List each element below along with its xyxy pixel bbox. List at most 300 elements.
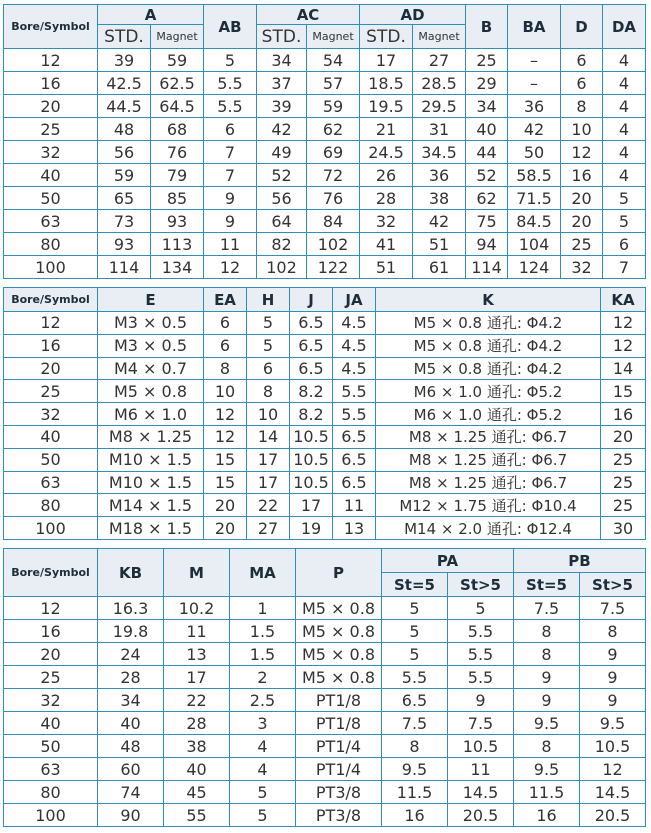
table-cell: 16 (4, 620, 98, 643)
table-cell: 32 (4, 141, 98, 164)
table-cell: PT1/4 (296, 758, 382, 781)
table-cell: 48 (98, 735, 164, 758)
table-cell: 32 (4, 403, 98, 426)
table-cell: 6.5 (333, 448, 376, 471)
header-kb: KB (98, 549, 164, 597)
table-row (4, 118, 646, 141)
table-row (4, 471, 646, 494)
table-cell: 8 (382, 735, 448, 758)
table-cell: – (508, 49, 561, 72)
table-cell: 6 (603, 233, 646, 256)
table-cell: 32 (4, 689, 98, 712)
table-cell: 25 (466, 49, 508, 72)
table-1-body (4, 49, 646, 279)
table-cell: 49 (257, 141, 307, 164)
table-cell: 8 (514, 735, 580, 758)
table-cell: M10 × 1.5 (98, 471, 204, 494)
table-cell: 34 (98, 689, 164, 712)
table-cell: – (508, 72, 561, 95)
table-cell: 10.5 (580, 735, 646, 758)
table-cell: 6.5 (290, 357, 333, 380)
table-cell: 40 (4, 164, 98, 187)
table-cell: 32 (360, 210, 413, 233)
table-cell: 27 (247, 517, 290, 540)
table-cell: 10.5 (448, 735, 514, 758)
table-cell: 76 (151, 141, 204, 164)
table-cell: 14.5 (448, 781, 514, 804)
table-row (4, 448, 646, 471)
table-cell: 16 (4, 334, 98, 357)
table-cell: 4 (603, 49, 646, 72)
table-cell: 79 (151, 164, 204, 187)
table-cell: 40 (4, 425, 98, 448)
table-cell: 16.3 (98, 597, 164, 620)
table-cell: 9 (448, 689, 514, 712)
table-cell: 11 (164, 620, 230, 643)
table-cell: 25 (561, 233, 603, 256)
table-row (4, 425, 646, 448)
table-cell: 11 (448, 758, 514, 781)
table-cell: 20 (561, 210, 603, 233)
table-cell: 5.5 (204, 72, 257, 95)
table-cell: 7.5 (448, 712, 514, 735)
table-cell: 22 (247, 494, 290, 517)
table-row (4, 334, 646, 357)
table-cell: 59 (98, 164, 151, 187)
table-cell: 29.5 (413, 95, 466, 118)
table-cell: 14.5 (580, 781, 646, 804)
table-cell: 4 (230, 758, 296, 781)
table-cell: 12 (580, 758, 646, 781)
table-cell: 80 (4, 233, 98, 256)
table-cell: 4 (603, 95, 646, 118)
table-cell: 63 (4, 758, 98, 781)
table-cell: 64.5 (151, 95, 204, 118)
table-cell: 17 (247, 448, 290, 471)
table-cell: 94 (466, 233, 508, 256)
table-cell: 28 (164, 712, 230, 735)
table-cell: 102 (257, 256, 307, 279)
table-cell: 42 (257, 118, 307, 141)
table-cell: 12 (204, 403, 247, 426)
table-cell: 4 (230, 735, 296, 758)
table-cell: 68 (151, 118, 204, 141)
table-cell: 73 (98, 210, 151, 233)
table-cell: M4 × 0.7 (98, 357, 204, 380)
table-row (4, 689, 646, 712)
table-cell: 10.5 (290, 425, 333, 448)
table-row (4, 312, 646, 335)
table-cell: 37 (257, 72, 307, 95)
table-cell: 12 (601, 334, 646, 357)
table-cell: 57 (307, 72, 360, 95)
table-cell: M5 × 0.8 (296, 666, 382, 689)
subheader-pa-st-gt-5: St>5 (448, 573, 514, 597)
header-e: E (98, 288, 204, 312)
table-row (4, 403, 646, 426)
table-row (4, 256, 646, 279)
table-cell: 15 (601, 380, 646, 403)
table-cell: 28.5 (413, 72, 466, 95)
header-h: H (247, 288, 290, 312)
table-row (4, 712, 646, 735)
table-cell: 2 (230, 666, 296, 689)
table-cell: 10 (247, 403, 290, 426)
table-cell: 16 (561, 164, 603, 187)
table-cell: 59 (151, 49, 204, 72)
table-cell: 6 (561, 72, 603, 95)
table-cell: 7 (204, 164, 257, 187)
table-cell: 84 (307, 210, 360, 233)
table-row (4, 72, 646, 95)
table-cell: 17 (290, 494, 333, 517)
table-cell: 7.5 (382, 712, 448, 735)
table-cell: 76 (307, 187, 360, 210)
table-cell: 104 (508, 233, 561, 256)
table-cell: 18.5 (360, 72, 413, 95)
table-cell: 5 (230, 804, 296, 827)
table-cell: PT1/4 (296, 735, 382, 758)
table-cell: 10 (561, 118, 603, 141)
table-cell: 12 (4, 597, 98, 620)
table-cell: 11 (204, 233, 257, 256)
table-cell: 62 (466, 187, 508, 210)
table-cell: 61 (413, 256, 466, 279)
table-cell: 25 (601, 471, 646, 494)
table-cell: 5.5 (382, 666, 448, 689)
table-cell: 51 (360, 256, 413, 279)
table-cell: 42 (508, 118, 561, 141)
header-ab: AB (204, 5, 257, 49)
table-cell: 10.5 (290, 448, 333, 471)
table-cell: M6 × 1.0 (98, 403, 204, 426)
header-b: B (466, 5, 508, 49)
table-cell: 41 (360, 233, 413, 256)
table-cell: 50 (4, 448, 98, 471)
table-cell: 56 (98, 141, 151, 164)
table-cell: 50 (4, 735, 98, 758)
header-d: D (561, 5, 603, 49)
table-cell: 114 (466, 256, 508, 279)
table-cell: 40 (164, 758, 230, 781)
table-cell: 9 (580, 643, 646, 666)
table-cell: 8 (580, 620, 646, 643)
table-cell: 5.5 (448, 620, 514, 643)
table-row (4, 164, 646, 187)
table-cell: 6.5 (382, 689, 448, 712)
header-k: K (376, 288, 601, 312)
subheader-magnet: Magnet (307, 25, 360, 49)
table-cell: 75 (466, 210, 508, 233)
table-cell: 12 (204, 256, 257, 279)
table-cell: 24.5 (360, 141, 413, 164)
table-cell: 63 (4, 210, 98, 233)
table-cell: 113 (151, 233, 204, 256)
table-cell: 9.5 (382, 758, 448, 781)
table-row (4, 597, 646, 620)
table-cell: 8.2 (290, 403, 333, 426)
table-cell: 6.5 (290, 312, 333, 335)
table-row (4, 357, 646, 380)
table-cell: 20.5 (448, 804, 514, 827)
table-cell: 17 (247, 471, 290, 494)
table-cell: 6 (204, 118, 257, 141)
table-cell: M8 × 1.25 通孔: Φ6.7 (376, 471, 601, 494)
table-cell: 20 (601, 425, 646, 448)
table-cell: PT1/8 (296, 689, 382, 712)
table-row (4, 643, 646, 666)
table-cell: 36 (413, 164, 466, 187)
table-cell: 9 (580, 689, 646, 712)
table-cell: 38 (164, 735, 230, 758)
table-cell: 9.5 (514, 712, 580, 735)
bore-symbol-header: Bore/Symbol (4, 5, 98, 49)
table-cell: 5.5 (204, 95, 257, 118)
table-cell: 6.5 (290, 334, 333, 357)
table-cell: 13 (164, 643, 230, 666)
table-cell: 84.5 (508, 210, 561, 233)
subheader-std: STD. (98, 25, 151, 49)
table-cell: 74 (98, 781, 164, 804)
table-row (4, 781, 646, 804)
table-cell: 22 (164, 689, 230, 712)
table-cell: 39 (98, 49, 151, 72)
header-ac: AC (257, 5, 360, 25)
table-cell: 7.5 (580, 597, 646, 620)
table-cell: 5 (382, 620, 448, 643)
table-cell: M5 × 0.8 (98, 380, 204, 403)
table-cell: 6.5 (333, 425, 376, 448)
table-cell: 5.5 (448, 666, 514, 689)
table-cell: 71.5 (508, 187, 561, 210)
table-row (4, 95, 646, 118)
table-cell: 102 (307, 233, 360, 256)
table-cell: 12 (601, 312, 646, 335)
table-cell: 50 (4, 187, 98, 210)
table-cell: 30 (601, 517, 646, 540)
header-ja: JA (333, 288, 376, 312)
table-row (4, 666, 646, 689)
header-ma: MA (230, 549, 296, 597)
table-row (4, 494, 646, 517)
table-cell: 5.5 (333, 380, 376, 403)
table-cell: 114 (98, 256, 151, 279)
subheader-std: STD. (360, 25, 413, 49)
table-cell: M5 × 0.8 (296, 620, 382, 643)
table-cell: 9 (204, 187, 257, 210)
table-cell: 14 (247, 425, 290, 448)
table-cell: 28 (98, 666, 164, 689)
table-cell: 52 (257, 164, 307, 187)
table-row (4, 187, 646, 210)
table-cell: 90 (98, 804, 164, 827)
table-row (4, 210, 646, 233)
table-cell: 124 (508, 256, 561, 279)
table-cell: 7 (603, 256, 646, 279)
table-cell: M6 × 1.0 通孔: Φ5.2 (376, 403, 601, 426)
table-cell: 8 (514, 620, 580, 643)
table-cell: 63 (4, 471, 98, 494)
table-row (4, 620, 646, 643)
table-cell: 20 (4, 357, 98, 380)
table-cell: 85 (151, 187, 204, 210)
subheader-pa-st-eq-5: St=5 (382, 573, 448, 597)
table-cell: M5 × 0.8 通孔: Φ4.2 (376, 334, 601, 357)
table-cell: 11.5 (514, 781, 580, 804)
table-cell: 5 (382, 643, 448, 666)
table-cell: 20 (561, 187, 603, 210)
table-cell: 40 (466, 118, 508, 141)
table-cell: 11 (333, 494, 376, 517)
header-pb: PB (514, 549, 646, 573)
table-cell: 34.5 (413, 141, 466, 164)
table-cell: M10 × 1.5 (98, 448, 204, 471)
table-cell: 16 (514, 804, 580, 827)
table-cell: 20 (4, 643, 98, 666)
table-cell: 38 (413, 187, 466, 210)
table-cell: 31 (413, 118, 466, 141)
table-cell: 6 (204, 312, 247, 335)
table-cell: 12 (4, 49, 98, 72)
header-da: DA (603, 5, 646, 49)
table-cell: 60 (98, 758, 164, 781)
table-cell: 69 (307, 141, 360, 164)
table-cell: 25 (601, 494, 646, 517)
table-cell: 16 (601, 403, 646, 426)
table-cell: 34 (466, 95, 508, 118)
dimension-table-1 (3, 4, 646, 279)
table-cell: 9 (514, 666, 580, 689)
table-cell: M18 × 1.5 (98, 517, 204, 540)
table-cell: 44.5 (98, 95, 151, 118)
table-cell: 25 (4, 666, 98, 689)
table-cell: 13 (333, 517, 376, 540)
table-cell: 10.5 (290, 471, 333, 494)
table-cell: M14 × 2.0 通孔: Φ12.4 (376, 517, 601, 540)
table-cell: M6 × 1.0 通孔: Φ5.2 (376, 380, 601, 403)
table-cell: 19 (290, 517, 333, 540)
table-cell: M5 × 0.8 通孔: Φ4.2 (376, 312, 601, 335)
table-cell: 82 (257, 233, 307, 256)
table-cell: 8 (561, 95, 603, 118)
table-cell: 17 (164, 666, 230, 689)
table-cell: M5 × 0.8 通孔: Φ4.2 (376, 357, 601, 380)
table-cell: PT1/8 (296, 712, 382, 735)
table-row (4, 380, 646, 403)
table-cell: 29 (466, 72, 508, 95)
table-cell: 50 (508, 141, 561, 164)
table-cell: 48 (98, 118, 151, 141)
table-cell: 36 (508, 95, 561, 118)
table-cell: 5 (204, 49, 257, 72)
table-cell: M5 × 0.8 (296, 597, 382, 620)
table-cell: 21 (360, 118, 413, 141)
table-cell: M3 × 0.5 (98, 312, 204, 335)
table-cell: 51 (413, 233, 466, 256)
table-cell: 93 (151, 210, 204, 233)
table-cell: 8 (247, 380, 290, 403)
subheader-pb-st-eq-5: St=5 (514, 573, 580, 597)
table-cell: 15 (204, 448, 247, 471)
table-cell: 16 (382, 804, 448, 827)
table-cell: 39 (257, 95, 307, 118)
table-cell: 4 (603, 118, 646, 141)
table-cell: 8 (204, 357, 247, 380)
table-cell: 7 (204, 141, 257, 164)
table-cell: 15 (204, 471, 247, 494)
table-cell: 10.2 (164, 597, 230, 620)
table-cell: 9.5 (514, 758, 580, 781)
table-cell: 9.5 (580, 712, 646, 735)
table-cell: 28 (360, 187, 413, 210)
table-cell: 12 (561, 141, 603, 164)
header-j: J (290, 288, 333, 312)
subheader-magnet: Magnet (151, 25, 204, 49)
header-ka: KA (601, 288, 646, 312)
table-cell: 1.5 (230, 643, 296, 666)
table-cell: 25 (4, 118, 98, 141)
table-cell: 6 (204, 334, 247, 357)
table-cell: 19.8 (98, 620, 164, 643)
table-cell: 100 (4, 256, 98, 279)
table-cell: 65 (98, 187, 151, 210)
table-cell: 64 (257, 210, 307, 233)
table-cell: 100 (4, 517, 98, 540)
table-cell: 20 (204, 517, 247, 540)
table-cell: 17 (360, 49, 413, 72)
subheader-magnet: Magnet (413, 25, 466, 49)
table-cell: 5.5 (448, 643, 514, 666)
table-cell: 122 (307, 256, 360, 279)
table-cell: 20 (204, 494, 247, 517)
table-cell: 45 (164, 781, 230, 804)
table-cell: 26 (360, 164, 413, 187)
table-cell: 40 (98, 712, 164, 735)
table-cell: M5 × 0.8 (296, 643, 382, 666)
table-cell: 2.5 (230, 689, 296, 712)
table-cell: 5 (230, 781, 296, 804)
table-cell: 62.5 (151, 72, 204, 95)
dimension-table-3 (3, 548, 646, 827)
table-cell: 5 (382, 597, 448, 620)
table-cell: 25 (601, 448, 646, 471)
table-2-body (4, 312, 646, 540)
table-cell: 80 (4, 781, 98, 804)
table-cell: 100 (4, 804, 98, 827)
header-p: P (296, 549, 382, 597)
table-cell: 8 (514, 643, 580, 666)
table-cell: 6 (561, 49, 603, 72)
bore-symbol-header: Bore/Symbol (4, 288, 98, 312)
table-row (4, 517, 646, 540)
table-cell: 12 (204, 425, 247, 448)
header-ad: AD (360, 5, 466, 25)
table-cell: 4.5 (333, 312, 376, 335)
header-pa: PA (382, 549, 514, 573)
table-cell: 25 (4, 380, 98, 403)
table-cell: 42 (413, 210, 466, 233)
subheader-std: STD. (257, 25, 307, 49)
table-cell: M8 × 1.25 通孔: Φ6.7 (376, 425, 601, 448)
table-row (4, 141, 646, 164)
table-cell: 5 (603, 210, 646, 233)
table-cell: 62 (307, 118, 360, 141)
table-cell: 10 (204, 380, 247, 403)
table-cell: 32 (561, 256, 603, 279)
table-cell: 134 (151, 256, 204, 279)
table-cell: 44 (466, 141, 508, 164)
table-cell: 9 (580, 666, 646, 689)
